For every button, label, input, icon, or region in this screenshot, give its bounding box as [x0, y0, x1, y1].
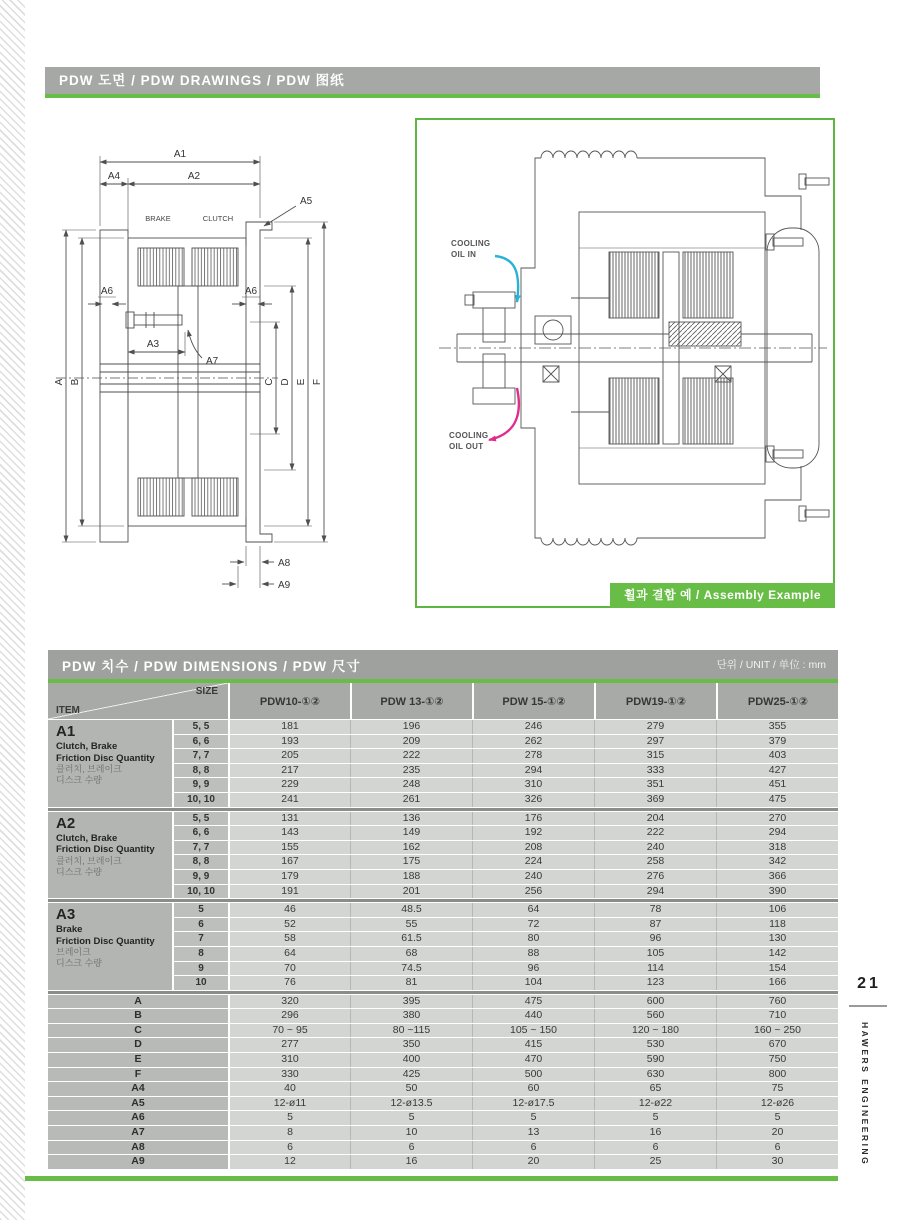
value-cell: 5: [472, 1111, 594, 1125]
value-cell: 68: [350, 947, 472, 961]
value-cell: 160 ~ 250: [716, 1024, 838, 1038]
value-cell: 105: [594, 947, 716, 961]
cooling-oil-out-label: COOLING: [449, 431, 489, 440]
value-cell: 750: [716, 1053, 838, 1067]
cooling-oil-in-label2: OIL IN: [451, 250, 477, 259]
value-cell: 12-ø17.5: [472, 1097, 594, 1111]
size-cell: 6: [172, 918, 228, 932]
value-cell: 88: [472, 947, 594, 961]
value-cell: 800: [716, 1068, 838, 1082]
value-cell: 342: [716, 855, 838, 869]
value-cell: 310: [228, 1053, 350, 1067]
value-cell: 600: [594, 995, 716, 1009]
group-id: A3: [56, 906, 76, 924]
value-cell: 123: [594, 976, 716, 990]
value-cell: 440: [472, 1009, 594, 1023]
value-cell: 72: [472, 918, 594, 932]
row-label: F: [48, 1068, 228, 1082]
value-cell: 20: [472, 1155, 594, 1169]
row-label: C: [48, 1024, 228, 1038]
value-cell: 261: [350, 793, 472, 807]
group-subtitle-line: 클러치, 브레이크: [56, 855, 122, 866]
value-cell: 256: [472, 885, 594, 899]
value-cell: 13: [472, 1126, 594, 1140]
value-cell: 70: [228, 962, 350, 976]
dim-label-a8: A8: [278, 558, 291, 569]
value-cell: 149: [350, 826, 472, 840]
value-cell: 167: [228, 855, 350, 869]
value-cell: 166: [716, 976, 838, 990]
value-cell: 16: [350, 1155, 472, 1169]
cooling-oil-out-label2: OIL OUT: [449, 442, 484, 451]
row-label: B: [48, 1009, 228, 1023]
value-cell: 350: [350, 1038, 472, 1052]
group-title-line: Friction Disc Quantity: [56, 752, 155, 764]
value-cell: 142: [716, 947, 838, 961]
group-id: A1: [56, 723, 76, 740]
value-cell: 330: [228, 1068, 350, 1082]
group-separator: [48, 899, 838, 902]
dim-label-a6-right: A6: [244, 286, 258, 297]
size-cell: 10, 10: [172, 793, 228, 807]
value-cell: 229: [228, 778, 350, 792]
assembly-example-panel: [415, 118, 835, 608]
value-cell: 20: [716, 1126, 838, 1140]
size-cell: 9: [172, 962, 228, 976]
value-cell: 201: [350, 885, 472, 899]
value-cell: 118: [716, 918, 838, 932]
value-cell: 246: [472, 720, 594, 734]
value-cell: 380: [350, 1009, 472, 1023]
dimensions-table-title: PDW 치수 / PDW DIMENSIONS / PDW 尺寸: [62, 658, 361, 674]
value-cell: 114: [594, 962, 716, 976]
size-cell: 5: [172, 903, 228, 917]
value-cell: 277: [228, 1038, 350, 1052]
value-cell: 12-ø26: [716, 1097, 838, 1111]
page-number-divider: [849, 1005, 887, 1007]
value-cell: 6: [472, 1141, 594, 1155]
size-cell: 6, 6: [172, 735, 228, 749]
value-cell: 415: [472, 1038, 594, 1052]
value-cell: 379: [716, 735, 838, 749]
value-cell: 191: [228, 885, 350, 899]
dim-label-a9: A9: [278, 580, 291, 591]
value-cell: 78: [594, 903, 716, 917]
dim-label-a1: A1: [173, 149, 187, 160]
value-cell: 276: [594, 870, 716, 884]
oil-out-arrow: [489, 388, 519, 440]
bottom-accent-bar: [25, 1176, 838, 1181]
column-header: PDW 13-①②: [350, 683, 472, 719]
size-cell: 9, 9: [172, 870, 228, 884]
row-label: E: [48, 1053, 228, 1067]
dimensions-table-title-bar: [48, 650, 838, 683]
value-cell: 143: [228, 826, 350, 840]
value-cell: 390: [716, 885, 838, 899]
size-cell: 6, 6: [172, 826, 228, 840]
value-cell: 104: [472, 976, 594, 990]
value-cell: 64: [228, 947, 350, 961]
row-label: A9: [48, 1155, 228, 1169]
group-id: A2: [56, 814, 76, 832]
value-cell: 12: [228, 1155, 350, 1169]
brand-vertical-text: HAWERS ENGINEERING: [860, 1022, 870, 1167]
value-cell: 181: [228, 720, 350, 734]
size-cell: 5, 5: [172, 720, 228, 734]
group-separator: [48, 808, 838, 811]
value-cell: 65: [594, 1082, 716, 1096]
group-title-line: Clutch, Brake: [56, 832, 118, 844]
value-cell: 76: [228, 976, 350, 990]
dim-label-a6-left: A6: [100, 286, 114, 297]
value-cell: 270: [716, 812, 838, 826]
value-cell: 6: [716, 1141, 838, 1155]
value-cell: 106: [716, 903, 838, 917]
value-cell: 318: [716, 841, 838, 855]
group-title-line: Friction Disc Quantity: [56, 844, 155, 856]
value-cell: 240: [594, 841, 716, 855]
value-cell: 192: [472, 826, 594, 840]
group-title-line: Brake: [56, 924, 83, 936]
value-cell: 630: [594, 1068, 716, 1082]
value-cell: 6: [228, 1141, 350, 1155]
value-cell: 208: [472, 841, 594, 855]
size-cell: 10, 10: [172, 885, 228, 899]
value-cell: 130: [716, 932, 838, 946]
dim-label-a3: A3: [146, 339, 160, 350]
value-cell: 196: [350, 720, 472, 734]
value-cell: 470: [472, 1053, 594, 1067]
value-cell: 175: [350, 855, 472, 869]
value-cell: 8: [228, 1126, 350, 1140]
size-cell: 7: [172, 932, 228, 946]
value-cell: 224: [472, 855, 594, 869]
value-cell: 560: [594, 1009, 716, 1023]
value-cell: 326: [472, 793, 594, 807]
value-cell: 760: [716, 995, 838, 1009]
value-cell: 154: [716, 962, 838, 976]
value-cell: 475: [472, 995, 594, 1009]
group-title-line: Clutch, Brake: [56, 741, 118, 752]
value-cell: 425: [350, 1068, 472, 1082]
drawings-section-title: PDW 도면 / PDW DRAWINGS / PDW 图纸: [45, 67, 820, 98]
value-cell: 52: [228, 918, 350, 932]
row-label: A7: [48, 1126, 228, 1140]
value-cell: 48.5: [350, 903, 472, 917]
value-cell: 179: [228, 870, 350, 884]
group-label: [48, 812, 172, 899]
value-cell: 279: [594, 720, 716, 734]
value-cell: 50: [350, 1082, 472, 1096]
size-header-label: SIZE: [195, 686, 218, 697]
column-header: PDW 15-①②: [472, 683, 594, 719]
value-cell: 96: [472, 962, 594, 976]
group-separator: [48, 991, 838, 994]
value-cell: 96: [594, 932, 716, 946]
value-cell: 403: [716, 749, 838, 763]
dim-label-a7: A7: [206, 356, 219, 367]
dim-label-f: F: [312, 378, 323, 386]
value-cell: 105 ~ 150: [472, 1024, 594, 1038]
value-cell: 320: [228, 995, 350, 1009]
row-label: A5: [48, 1097, 228, 1111]
assembly-example-caption: 휠과 결합 예 / Assembly Example: [610, 583, 835, 608]
value-cell: 297: [594, 735, 716, 749]
dim-label-a5: A5: [300, 196, 313, 207]
group-subtitle-line: 디스크 수량: [56, 775, 102, 785]
row-label: A4: [48, 1082, 228, 1096]
value-cell: 670: [716, 1038, 838, 1052]
value-cell: 451: [716, 778, 838, 792]
value-cell: 222: [350, 749, 472, 763]
dimensions-table-section: [48, 650, 838, 1169]
value-cell: 530: [594, 1038, 716, 1052]
value-cell: 427: [716, 764, 838, 778]
value-cell: 12-ø13.5: [350, 1097, 472, 1111]
unit-label: 단위 / UNIT / 单位 : mm: [716, 659, 826, 671]
assembly-drawing: [417, 120, 833, 576]
size-cell: 10: [172, 976, 228, 990]
value-cell: 294: [716, 826, 838, 840]
size-cell: 7, 7: [172, 749, 228, 763]
value-cell: 5: [716, 1111, 838, 1125]
value-cell: 351: [594, 778, 716, 792]
dim-label-e: E: [296, 378, 307, 386]
value-cell: 61.5: [350, 932, 472, 946]
size-cell: 9, 9: [172, 778, 228, 792]
size-cell: 8, 8: [172, 764, 228, 778]
value-cell: 6: [350, 1141, 472, 1155]
value-cell: 315: [594, 749, 716, 763]
size-cell: 5, 5: [172, 812, 228, 826]
value-cell: 188: [350, 870, 472, 884]
value-cell: 241: [228, 793, 350, 807]
value-cell: 80: [472, 932, 594, 946]
row-label: A: [48, 995, 228, 1009]
value-cell: 12-ø11: [228, 1097, 350, 1111]
value-cell: 176: [472, 812, 594, 826]
column-header: PDW19-①②: [594, 683, 716, 719]
value-cell: 193: [228, 735, 350, 749]
value-cell: 120 ~ 180: [594, 1024, 716, 1038]
value-cell: 46: [228, 903, 350, 917]
value-cell: 5: [594, 1111, 716, 1125]
value-cell: 12-ø22: [594, 1097, 716, 1111]
clutch-label: CLUTCH: [202, 214, 234, 223]
group-label: [48, 720, 172, 807]
group-subtitle-line: 디스크 수량: [56, 866, 102, 877]
value-cell: 131: [228, 812, 350, 826]
page-number: 21: [857, 975, 881, 992]
dim-label-a2: A2: [187, 171, 201, 182]
value-cell: 64: [472, 903, 594, 917]
value-cell: 5: [350, 1111, 472, 1125]
value-cell: 395: [350, 995, 472, 1009]
left-hatch-strip: [0, 0, 25, 1220]
dim-label-a: A: [54, 378, 65, 386]
dimensions-grid: [48, 683, 838, 1169]
group-title-line: Friction Disc Quantity: [56, 935, 155, 947]
value-cell: 310: [472, 778, 594, 792]
value-cell: 369: [594, 793, 716, 807]
value-cell: 294: [472, 764, 594, 778]
value-cell: 262: [472, 735, 594, 749]
row-label: A8: [48, 1141, 228, 1155]
cooling-oil-in-label: COOLING: [451, 239, 491, 248]
value-cell: 500: [472, 1068, 594, 1082]
value-cell: 366: [716, 870, 838, 884]
value-cell: 278: [472, 749, 594, 763]
value-cell: 10: [350, 1126, 472, 1140]
value-cell: 136: [350, 812, 472, 826]
value-cell: 248: [350, 778, 472, 792]
value-cell: 5: [228, 1111, 350, 1125]
group-subtitle-line: 디스크 수량: [56, 958, 102, 969]
group-subtitle-line: 클러치, 브레이크: [56, 764, 122, 774]
value-cell: 70 ~ 95: [228, 1024, 350, 1038]
value-cell: 30: [716, 1155, 838, 1169]
value-cell: 209: [350, 735, 472, 749]
dim-label-d: D: [280, 378, 291, 386]
value-cell: 6: [594, 1141, 716, 1155]
value-cell: 400: [350, 1053, 472, 1067]
dim-label-c: C: [264, 378, 275, 386]
value-cell: 710: [716, 1009, 838, 1023]
value-cell: 75: [716, 1082, 838, 1096]
dim-label-a4: A4: [107, 171, 121, 182]
group-subtitle-line: 브레이크: [56, 947, 91, 958]
brake-label: BRAKE: [145, 214, 171, 223]
item-header-label: ITEM: [56, 705, 80, 716]
value-cell: 58: [228, 932, 350, 946]
value-cell: 87: [594, 918, 716, 932]
value-cell: 217: [228, 764, 350, 778]
column-header: PDW10-①②: [228, 683, 350, 719]
value-cell: 475: [716, 793, 838, 807]
value-cell: 235: [350, 764, 472, 778]
row-label: D: [48, 1038, 228, 1052]
value-cell: 162: [350, 841, 472, 855]
value-cell: 333: [594, 764, 716, 778]
value-cell: 25: [594, 1155, 716, 1169]
value-cell: 16: [594, 1126, 716, 1140]
value-cell: 205: [228, 749, 350, 763]
group-label: [48, 903, 172, 990]
value-cell: 55: [350, 918, 472, 932]
value-cell: 294: [594, 885, 716, 899]
size-cell: 8: [172, 947, 228, 961]
value-cell: 222: [594, 826, 716, 840]
value-cell: 240: [472, 870, 594, 884]
value-cell: 74.5: [350, 962, 472, 976]
column-header: PDW25-①②: [716, 683, 838, 719]
dimension-drawing: [50, 126, 402, 596]
value-cell: 155: [228, 841, 350, 855]
table-corner-cell: [48, 683, 228, 719]
value-cell: 204: [594, 812, 716, 826]
value-cell: 258: [594, 855, 716, 869]
value-cell: 355: [716, 720, 838, 734]
value-cell: 80 ~115: [350, 1024, 472, 1038]
size-cell: 8, 8: [172, 855, 228, 869]
value-cell: 296: [228, 1009, 350, 1023]
value-cell: 81: [350, 976, 472, 990]
row-label: A6: [48, 1111, 228, 1125]
value-cell: 590: [594, 1053, 716, 1067]
dim-label-b: B: [70, 378, 81, 386]
value-cell: 60: [472, 1082, 594, 1096]
value-cell: 40: [228, 1082, 350, 1096]
size-cell: 7, 7: [172, 841, 228, 855]
